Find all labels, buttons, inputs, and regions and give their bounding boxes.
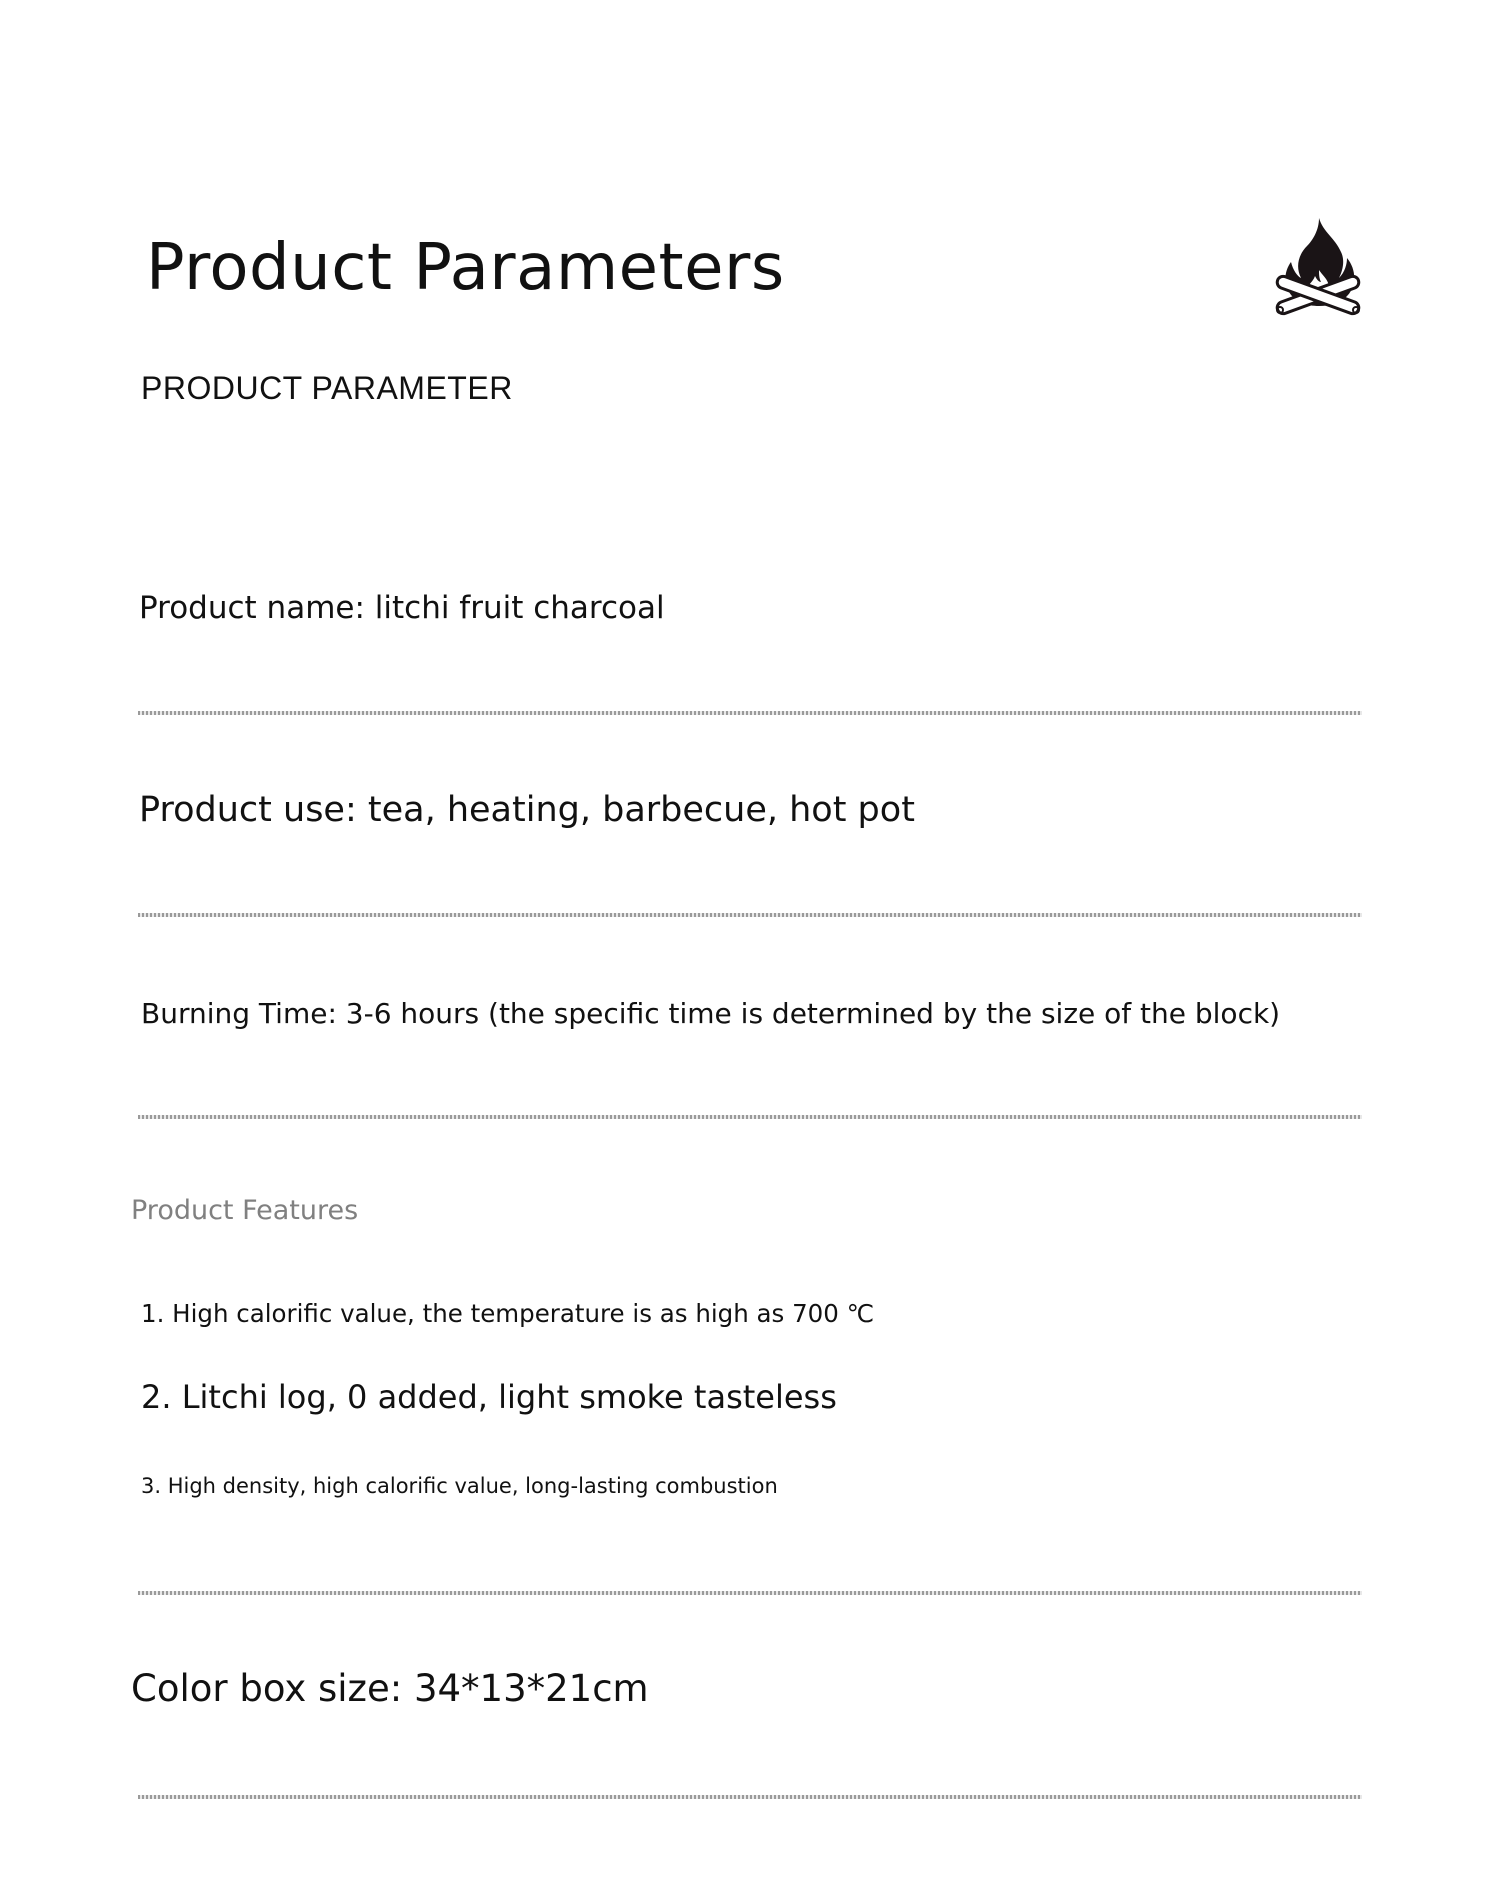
feature-item: 1. High calorific value, the temperature is as high as 700 ℃: [141, 1299, 875, 1328]
page-title: Product Parameters: [146, 231, 785, 305]
product-use: Product use: tea, heating, barbecue, hot pot: [139, 790, 915, 830]
campfire-icon: [1273, 214, 1363, 320]
product-name: Product name: litchi fruit charcoal: [139, 590, 665, 626]
divider: [138, 1591, 1362, 1595]
page-subtitle: PRODUCT PARAMETER: [141, 370, 513, 406]
divider: [138, 1795, 1362, 1799]
feature-item: 2. Litchi log, 0 added, light smoke tasteless: [141, 1378, 837, 1416]
features-heading: Product Features: [131, 1195, 359, 1226]
burning-time: Burning Time: 3-6 hours (the specific time is determined by the size of the block): [141, 997, 1281, 1030]
divider: [138, 913, 1362, 917]
feature-item: 3. High density, high calorific value, long-lasting combustion: [141, 1474, 778, 1498]
color-box-size: Color box size: 34*13*21cm: [131, 1667, 649, 1710]
divider: [138, 711, 1362, 715]
divider: [138, 1115, 1362, 1119]
